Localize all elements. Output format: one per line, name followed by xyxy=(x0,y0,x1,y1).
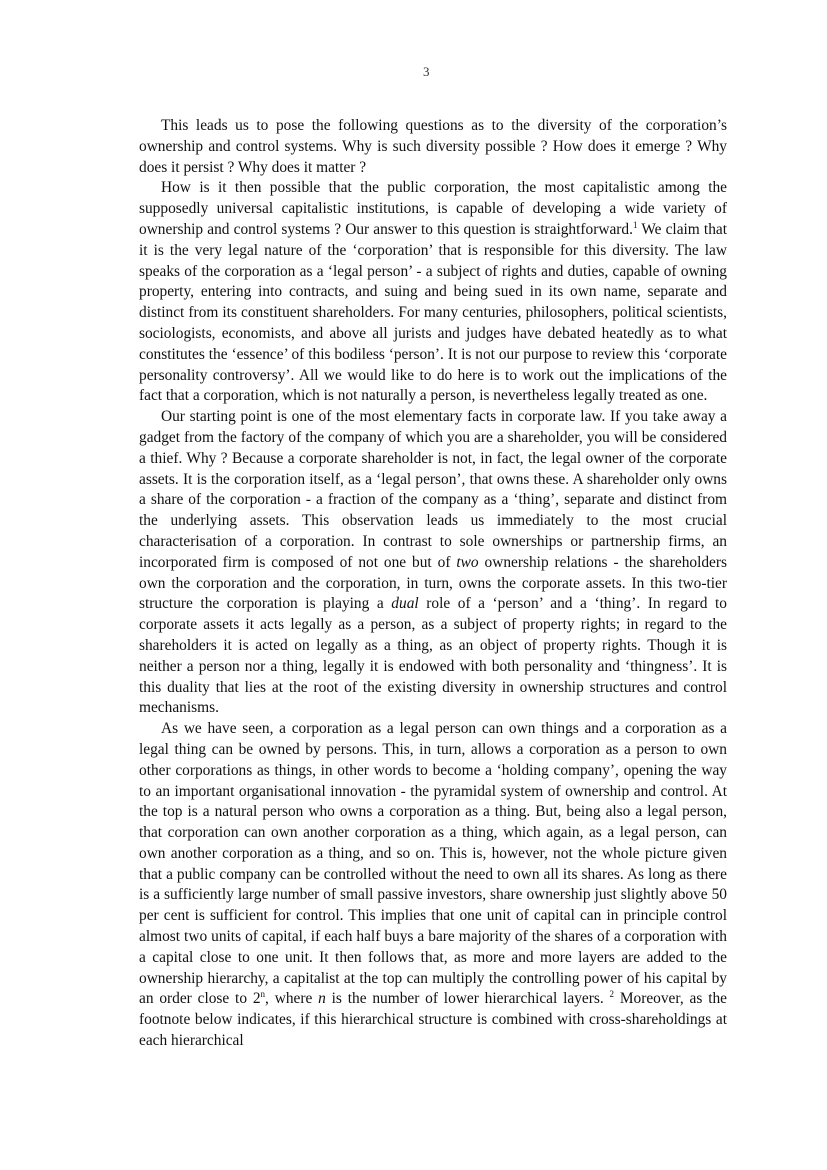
paragraph-3-text-a: Our starting point is one of the most elementary facts in corporate law. If you take away a gadget from the factory of the company of which you are a shareholder, you will be considered a thief. Why ? Because a corporate shareholder is not, in fact, the legal owner of the corporate assets. It is the corporation itself, as a ‘legal person’, that owns these. A shareholder only owns a share of the corporation - a fraction of the company as a ‘thing’, separate and distinct from the underlying assets. This observation leads us immediately to the most crucial characterisation of a corporation. In contrast to sole ownerships or partnership firms, an incorporated firm is composed of not one but of xyxy=(139,408,727,571)
paragraph-4-text-a: As we have seen, a corporation as a legal person can own things and a corporation as a legal thing can be owned by persons. This, in turn, allows a corporation as a person to own other corporations as things, in other words to become a ‘holding company’, opening the way to an important organisational innovation - the pyramidal system of ownership and control. At the top is a natural person who owns a corporation as a thing. But, being also a legal person, that corporation can own another corporation as a thing, which again, as a legal person, can own another corporation as a thing, and so on. This is, however, not the whole picture given that a public company can be controlled without the need to own all its shares. As long as there is a sufficiently large number of small passive investors, share ownership just slightly above 50 per cent is sufficient for control. This implies that one unit of capital can in principle control almost two units of capital, if each half buys a bare majority of the shares of a corporation with a capital close to one unit. It then follows that, as more and more layers are added to the ownership hierarchy, a capitalist at the top can multiply the controlling power of his capital by an order close to 2 xyxy=(139,720,727,1008)
paragraph-4-text-b: , where xyxy=(265,990,319,1008)
paragraph-4-text-d: Moreover, as the footnote below indicates, if this hierarchical structure is combined with cross-shareholdings at each hierarchical xyxy=(139,990,727,1050)
superscript-n: n xyxy=(260,989,266,1000)
paragraph-1: This leads us to pose the following questions as to the diversity of the corporation’s ownership and control systems. Why is such diversity possible ? How does it emerge ? Why does it persist ? Why does it matter ? xyxy=(139,117,727,176)
emphasis-dual: dual xyxy=(391,595,419,613)
body-text xyxy=(139,116,727,1052)
emphasis-two: two xyxy=(456,553,479,571)
paragraph-3 xyxy=(139,407,727,719)
paragraph-4 xyxy=(139,719,727,1052)
paragraph-3-text-b: ownership relations - the shareholders own the corporation and the corporation, in turn, owns the corporate assets. In this two-tier structure the corporation is playing a xyxy=(139,553,727,613)
footnote-ref-2: 2 xyxy=(609,989,615,1000)
paragraph-2-text-a: How is it then possible that the public corporation, the most capitalistic among the supposedly universal capitalistic institutions, is capable of developing a wide variety of ownership and control systems ? Our answer to this question is straightforward. xyxy=(139,179,727,238)
paragraph-2 xyxy=(139,178,727,407)
footnote-ref-1: 1 xyxy=(632,219,638,230)
page-number: 3 xyxy=(423,64,430,79)
paragraph-3-text-c: role of a ‘person’ and a ‘thing’. In regard to corporate assets it acts legally as a person, as a subject of property rights; in regard to the shareholders it is acted on legally as a thing, as an object of property rights. Though it is neither a person nor a thing, legally it is endowed with both personality and ‘thingness’. It is this duality that lies at the root of the existing diversity in ownership structures and control mechanisms. xyxy=(139,595,727,717)
paragraph-2-text-b: We claim that it is the very legal nature of the ‘corporation’ that is responsible for this diversity. The law speaks of the corporation as a ‘legal person’ - a subject of rights and duties, capable of owning property, entering into contracts, and suing and being sued in its own name, separate and distinct from its constituent shareholders. For many centuries, philosophers, political scientists, sociologists, economists, and above all jurists and judges have debated heatedly as to what constitutes the ‘essence’ of this bodiless ‘person’. It is not our purpose to review this ‘corporate personality controversy’. All we would like to do here is to work out the implications of the fact that a corporation, which is not naturally a person, is nevertheless legally treated as one. xyxy=(139,220,727,405)
paragraph-4-text-c: is the number of lower hierarchical layers. xyxy=(325,990,610,1008)
emphasis-n: n xyxy=(318,990,326,1008)
